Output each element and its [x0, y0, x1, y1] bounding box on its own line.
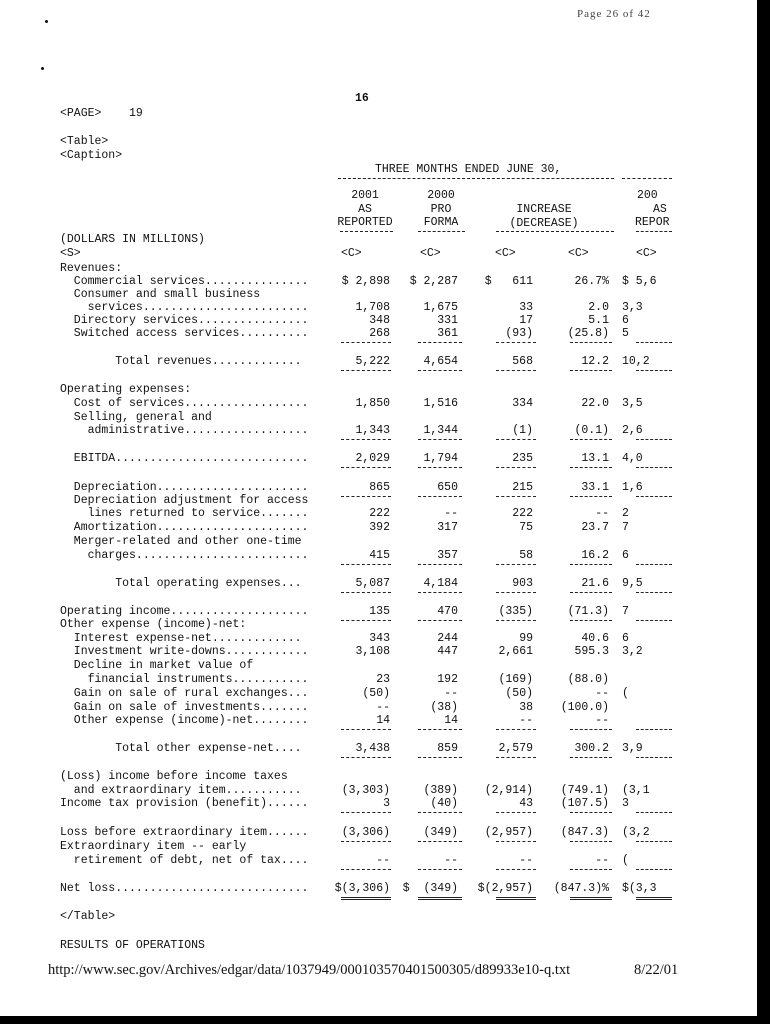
- row-label: Gain on sale of rural exchanges...: [60, 687, 309, 700]
- print-date: 8/22/01: [634, 962, 679, 978]
- col-head-c2: 2000: [427, 189, 455, 202]
- subtotal-rule: [496, 439, 536, 440]
- cell-c1: 2,029: [355, 452, 390, 465]
- subtotal-rule: [636, 812, 672, 813]
- row-label: Loss before extraordinary item......: [60, 826, 309, 839]
- subtotal-rule: [496, 620, 536, 621]
- subtotal-rule: [418, 564, 462, 565]
- cell-c4: (100.0): [560, 701, 609, 714]
- caption-tag: <Caption>: [60, 149, 123, 162]
- subtotal-rule: [341, 496, 391, 497]
- cell-c5: 6: [622, 314, 629, 327]
- subtotal-rule: [636, 729, 672, 730]
- page-number: 16: [355, 92, 369, 105]
- subtotal-rule: [636, 496, 672, 497]
- row-label: Operating income....................: [60, 605, 309, 618]
- cell-c4: 21.6: [581, 577, 609, 590]
- row-label: retirement of debt, net of tax....: [60, 854, 309, 867]
- cell-c2: $ 2,287: [409, 275, 458, 288]
- cell-c3: (1): [512, 424, 533, 437]
- subtotal-rule: [570, 467, 612, 468]
- cell-c4: 5.1: [588, 314, 609, 327]
- subtotal-rule: [418, 342, 462, 343]
- cell-c3: 43: [519, 797, 533, 810]
- cell-c3: (50): [505, 687, 533, 700]
- subtotal-rule: [570, 496, 612, 497]
- cell-c2: 447: [437, 645, 458, 658]
- row-label: charges.........................: [60, 549, 309, 562]
- subtotal-rule: [636, 370, 672, 371]
- cell-c4: (0.1): [574, 424, 609, 437]
- row-label: Consumer and small business: [60, 288, 261, 301]
- cell-c5: (: [622, 854, 629, 867]
- cell-c3: --: [519, 714, 533, 727]
- cell-c5: (3,2: [622, 826, 650, 839]
- subtotal-rule: [496, 812, 536, 813]
- column-marker: <S>: [60, 247, 81, 260]
- row-label: Total other expense-net....: [60, 742, 302, 755]
- cell-c2: 4,184: [423, 577, 458, 590]
- subtotal-rule: [496, 592, 536, 593]
- subtotal-rule: [418, 757, 462, 758]
- cell-c4: 22.0: [581, 397, 609, 410]
- row-label: Depreciation adjustment for access: [60, 494, 309, 507]
- period-header: THREE MONTHS ENDED JUNE 30,: [375, 163, 562, 176]
- cell-c4: 300.2: [574, 742, 609, 755]
- cell-c1: 5,222: [355, 355, 390, 368]
- cell-c2: 244: [437, 632, 458, 645]
- subtotal-rule: [341, 812, 391, 813]
- cell-c1: $(3,306): [334, 882, 390, 895]
- cell-c1: (3,306): [341, 826, 390, 839]
- cell-c3: 2,579: [498, 742, 533, 755]
- cell-c1: (3,303): [341, 784, 390, 797]
- col-head-c3: INCREASE: [516, 203, 572, 216]
- row-label: Selling, general and: [60, 411, 212, 424]
- subtotal-rule: [570, 620, 612, 621]
- cell-c5: 10,2: [622, 355, 650, 368]
- subtotal-rule: [570, 757, 612, 758]
- subtotal-rule: [341, 620, 391, 621]
- col-head-c5: AS: [653, 202, 667, 216]
- cell-c5: $(3,3: [622, 882, 657, 895]
- cell-c5: (3,1: [622, 784, 650, 797]
- subtotal-rule: [341, 757, 391, 758]
- cell-c4: --: [595, 687, 609, 700]
- cell-c1: --: [376, 854, 390, 867]
- row-label: Switched access services..........: [60, 327, 309, 340]
- subtotal-rule: [570, 370, 612, 371]
- cell-c2: 859: [437, 742, 458, 755]
- cell-c2: 1,344: [423, 424, 458, 437]
- col-head-c1: 2001: [351, 189, 379, 202]
- subtotal-rule: [636, 869, 672, 870]
- subtotal-rule: [418, 841, 462, 842]
- column-marker: <C>: [495, 247, 516, 260]
- source-url-link[interactable]: http://www.sec.gov/Archives/edgar/data/1037949/000103570401500305/d89933e10-q.txt: [48, 962, 571, 978]
- row-label: and extraordinary item...........: [60, 784, 302, 797]
- cell-c3: $ 611: [484, 275, 533, 288]
- subtotal-rule: [496, 467, 536, 468]
- cell-c4: 595.3: [574, 645, 609, 658]
- cell-c4: (847.3)%: [553, 882, 609, 895]
- cell-c3: (335): [498, 605, 533, 618]
- table-tag: <Table>: [60, 135, 109, 148]
- cell-c5: 7: [622, 521, 629, 534]
- subtotal-rule: [570, 869, 612, 870]
- cell-c1: 343: [369, 632, 390, 645]
- row-label: Depreciation......................: [60, 481, 309, 494]
- cell-c2: 4,654: [423, 355, 458, 368]
- col-head-c5: REPOR: [635, 216, 670, 229]
- cell-c2: 1,675: [423, 301, 458, 314]
- row-label: Interest expense-net.............: [60, 632, 302, 645]
- cell-c2: 14: [444, 714, 458, 727]
- row-label: Gain on sale of investments.......: [60, 701, 309, 714]
- row-label: Directory services................: [60, 314, 309, 327]
- subtotal-rule: [570, 439, 612, 440]
- header-underline: [418, 231, 465, 232]
- cell-c3: 222: [512, 507, 533, 520]
- cell-c3: 215: [512, 481, 533, 494]
- cell-c1: 392: [369, 521, 390, 534]
- subtotal-rule: [496, 564, 536, 565]
- subtotal-rule: [570, 812, 612, 813]
- cell-c1: 3,438: [355, 742, 390, 755]
- cell-c2: 650: [437, 481, 458, 494]
- cell-c1: 268: [369, 327, 390, 340]
- cell-c2: $ (349): [402, 882, 458, 895]
- header-underline: [340, 231, 393, 232]
- row-label: Other expense (income)-net:: [60, 618, 247, 631]
- section-heading: RESULTS OF OPERATIONS: [60, 939, 205, 952]
- subtotal-rule: [341, 729, 391, 730]
- subtotal-rule: [570, 342, 612, 343]
- cell-c1: (50): [362, 687, 390, 700]
- row-label: Net loss............................: [60, 882, 309, 895]
- subtotal-rule: [636, 342, 672, 343]
- cell-c2: 470: [437, 605, 458, 618]
- cell-c5: 4,0: [622, 452, 643, 465]
- page-edge-bottom: [0, 1016, 770, 1024]
- subtotal-rule: [496, 370, 536, 371]
- cell-c4: 23.7: [581, 521, 609, 534]
- cell-c5: 1,6: [622, 481, 643, 494]
- cell-c3: (169): [498, 673, 533, 686]
- total-double-rule: [636, 897, 672, 900]
- cell-c3: --: [519, 854, 533, 867]
- row-label: Decline in market value of: [60, 659, 254, 672]
- col-head-c2: PRO: [430, 202, 452, 216]
- subtotal-rule: [418, 496, 462, 497]
- row-label: financial instruments...........: [60, 673, 309, 686]
- cell-c5: 6: [622, 549, 629, 562]
- cell-c2: 192: [437, 673, 458, 686]
- subtotal-rule: [341, 467, 391, 468]
- subtotal-rule: [341, 439, 391, 440]
- subtotal-rule: [341, 564, 391, 565]
- cell-c4: 12.2: [581, 355, 609, 368]
- row-label: Income tax provision (benefit)......: [60, 797, 309, 810]
- subtotal-rule: [418, 620, 462, 621]
- subtotal-rule: [570, 729, 612, 730]
- cell-c2: --: [444, 854, 458, 867]
- subtotal-rule: [496, 496, 536, 497]
- cell-c4: 33.1: [581, 481, 609, 494]
- subtotal-rule: [636, 467, 672, 468]
- scan-speck: [41, 67, 44, 70]
- col-head-c5: 200: [637, 189, 658, 202]
- cell-c1: --: [376, 701, 390, 714]
- row-label: Revenues:: [60, 262, 123, 275]
- subtotal-rule: [570, 592, 612, 593]
- cell-c2: (40): [430, 797, 458, 810]
- subtotal-rule: [636, 564, 672, 565]
- cell-c4: (847.3): [560, 826, 609, 839]
- cell-c4: --: [595, 507, 609, 520]
- col-head-c2: FORMA: [423, 216, 459, 229]
- subtotal-rule: [496, 342, 536, 343]
- cell-c5: (: [622, 687, 629, 700]
- total-double-rule: [418, 897, 462, 900]
- row-label: EBITDA............................: [60, 452, 309, 465]
- cell-c4: 40.6: [581, 632, 609, 645]
- cell-c4: (88.0): [567, 673, 609, 686]
- cell-c4: 2.0: [588, 301, 609, 314]
- cell-c3: (2,914): [484, 784, 533, 797]
- cell-c4: --: [595, 714, 609, 727]
- subtotal-rule: [636, 439, 672, 440]
- cell-c2: --: [444, 687, 458, 700]
- subtotal-rule: [496, 841, 536, 842]
- page-tag: <PAGE> 19: [60, 107, 143, 120]
- cell-c2: 317: [437, 521, 458, 534]
- cell-c1: 222: [369, 507, 390, 520]
- units-label: (DOLLARS IN MILLIONS): [60, 233, 205, 246]
- cell-c3: 903: [512, 577, 533, 590]
- row-label: Amortization......................: [60, 521, 309, 534]
- cell-c1: 1,343: [355, 424, 390, 437]
- row-label: services........................: [60, 301, 309, 314]
- cell-c2: --: [444, 507, 458, 520]
- cell-c3: 58: [519, 549, 533, 562]
- header-underline: [496, 231, 614, 232]
- subtotal-rule: [418, 869, 462, 870]
- scan-speck: [45, 20, 48, 23]
- subtotal-rule: [418, 439, 462, 440]
- cell-c1: 865: [369, 481, 390, 494]
- subtotal-rule: [418, 729, 462, 730]
- cell-c5: $ 5,6: [622, 275, 657, 288]
- row-label: Extraordinary item -- early: [60, 840, 247, 853]
- row-label: Cost of services..................: [60, 397, 309, 410]
- cell-c5: 5: [622, 327, 629, 340]
- cell-c1: 5,087: [355, 577, 390, 590]
- column-marker: <C>: [420, 247, 441, 260]
- subtotal-rule: [636, 592, 672, 593]
- cell-c4: (107.5): [560, 797, 609, 810]
- cell-c5: 2,6: [622, 424, 643, 437]
- cell-c3: 17: [519, 314, 533, 327]
- subtotal-rule: [418, 467, 462, 468]
- cell-c1: 135: [369, 605, 390, 618]
- cell-c3: 2,661: [498, 645, 533, 658]
- cell-c2: (389): [423, 784, 458, 797]
- cell-c1: $ 2,898: [341, 275, 390, 288]
- total-double-rule: [570, 897, 612, 900]
- cell-c4: 16.2: [581, 549, 609, 562]
- column-marker: <C>: [568, 247, 589, 260]
- page-indicator: Page 26 of 42: [577, 8, 651, 20]
- subtotal-rule: [636, 757, 672, 758]
- cell-c1: 3,108: [355, 645, 390, 658]
- header-underline: [636, 231, 672, 232]
- cell-c5: 7: [622, 605, 629, 618]
- subtotal-rule: [341, 869, 391, 870]
- end-table-tag: </Table>: [60, 910, 116, 923]
- cell-c5: 6: [622, 632, 629, 645]
- cell-c4: 26.7%: [574, 275, 609, 288]
- total-double-rule: [341, 897, 391, 900]
- subtotal-rule: [341, 370, 391, 371]
- cell-c1: 3: [383, 797, 390, 810]
- row-label: lines returned to service.......: [60, 507, 309, 520]
- cell-c1: 1,850: [355, 397, 390, 410]
- cell-c1: 348: [369, 314, 390, 327]
- cell-c1: 1,708: [355, 301, 390, 314]
- cell-c5: 3,3: [622, 301, 643, 314]
- subtotal-rule: [496, 869, 536, 870]
- subtotal-rule: [636, 841, 672, 842]
- row-label: Commercial services...............: [60, 275, 309, 288]
- subtotal-rule: [341, 841, 391, 842]
- subtotal-rule: [570, 841, 612, 842]
- cell-c2: 1,794: [423, 452, 458, 465]
- header-rule: [622, 178, 672, 179]
- col-head-c1: REPORTED: [337, 216, 393, 229]
- cell-c3: (93): [505, 327, 533, 340]
- cell-c3: 568: [512, 355, 533, 368]
- cell-c3: 38: [519, 701, 533, 714]
- cell-c1: 415: [369, 549, 390, 562]
- row-label: Investment write-downs............: [60, 645, 309, 658]
- cell-c3: 334: [512, 397, 533, 410]
- cell-c5: 3,9: [622, 742, 643, 755]
- row-label: Operating expenses:: [60, 383, 192, 396]
- cell-c2: 357: [437, 549, 458, 562]
- cell-c5: 3: [622, 797, 629, 810]
- total-double-rule: [496, 897, 536, 900]
- cell-c5: 9,5: [622, 577, 643, 590]
- cell-c2: (38): [430, 701, 458, 714]
- subtotal-rule: [418, 370, 462, 371]
- cell-c3: 75: [519, 521, 533, 534]
- subtotal-rule: [341, 592, 391, 593]
- cell-c3: 33: [519, 301, 533, 314]
- cell-c1: 23: [376, 673, 390, 686]
- cell-c2: (349): [423, 826, 458, 839]
- subtotal-rule: [418, 812, 462, 813]
- subtotal-rule: [570, 564, 612, 565]
- row-label: Other expense (income)-net........: [60, 714, 309, 727]
- subtotal-rule: [496, 757, 536, 758]
- cell-c5: 2: [622, 507, 629, 520]
- col-head-c1: AS: [358, 202, 372, 216]
- col-head-c3: (DECREASE): [509, 216, 579, 230]
- cell-c5: 3,5: [622, 397, 643, 410]
- cell-c3: $(2,957): [477, 882, 533, 895]
- cell-c2: 361: [437, 327, 458, 340]
- row-label: administrative..................: [60, 424, 309, 437]
- subtotal-rule: [636, 620, 672, 621]
- cell-c3: 99: [519, 632, 533, 645]
- cell-c3: 235: [512, 452, 533, 465]
- page-edge-right: [757, 0, 770, 1024]
- cell-c2: 331: [437, 314, 458, 327]
- cell-c1: 14: [376, 714, 390, 727]
- row-label: Total revenues.............: [60, 355, 302, 368]
- cell-c4: (749.1): [560, 784, 609, 797]
- row-label: (Loss) income before income taxes: [60, 770, 288, 783]
- row-label: Merger-related and other one-time: [60, 535, 302, 548]
- column-marker: <C>: [636, 247, 657, 260]
- subtotal-rule: [418, 592, 462, 593]
- header-rule: [338, 178, 614, 179]
- cell-c3: (2,957): [484, 826, 533, 839]
- row-label: Total operating expenses...: [60, 577, 302, 590]
- cell-c4: 13.1: [581, 452, 609, 465]
- subtotal-rule: [341, 342, 391, 343]
- cell-c5: 3,2: [622, 645, 643, 658]
- subtotal-rule: [496, 729, 536, 730]
- cell-c4: --: [595, 854, 609, 867]
- cell-c2: 1,516: [423, 397, 458, 410]
- cell-c4: (25.8): [567, 327, 609, 340]
- column-marker: <C>: [341, 247, 362, 260]
- cell-c4: (71.3): [567, 605, 609, 618]
